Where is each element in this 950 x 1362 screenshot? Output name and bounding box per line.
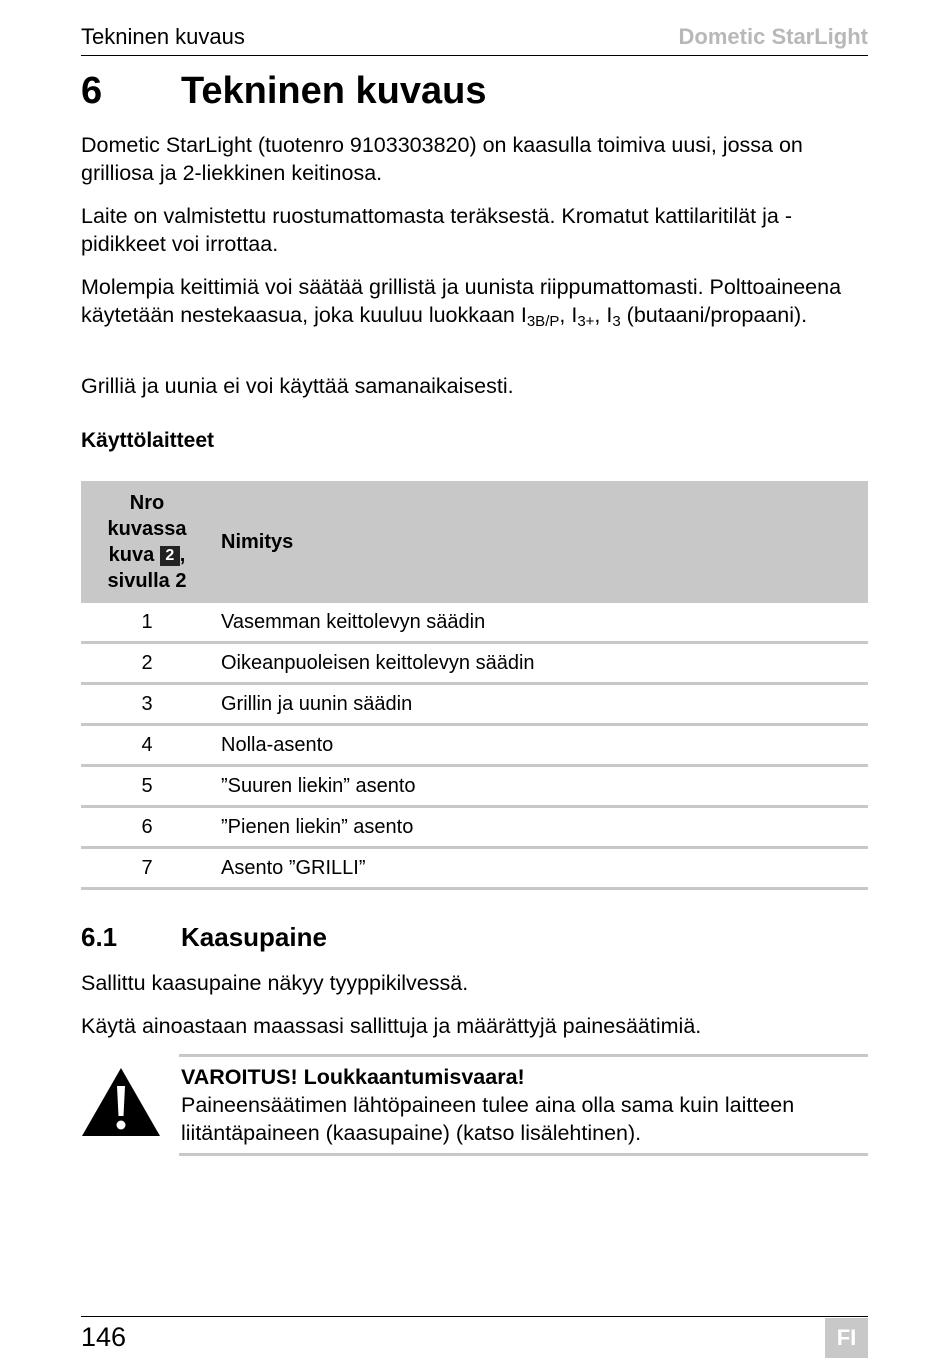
chapter-number: 6 [81, 70, 103, 112]
row-number: 1 [81, 603, 213, 643]
row-number: 6 [81, 807, 213, 848]
page-number: 146 [81, 1322, 127, 1352]
table-row [81, 643, 868, 684]
gas-category-sub: 3 [612, 313, 621, 330]
warning-box [181, 1063, 868, 1147]
gas-category-base: I [520, 303, 527, 327]
intro-paragraph: Dometic StarLight (tuotenro 9103303820) on kaasulla toimiva uusi, jossa on grilliosa ja 2-liekkinen keitinosa. [81, 133, 803, 185]
footer-rule [81, 1316, 868, 1317]
usage-note-paragraph: Grilliä ja uunia ei voi käyttää samanaikaisesti. [81, 374, 514, 398]
warning-triangle-icon [80, 1066, 162, 1143]
header-line: kuvassa [107, 518, 187, 540]
fuel-paragraph [81, 273, 868, 329]
fuel-text-start: Molempia keittimiä voi säätää grillistä ja uunista riippumattomasti. Polttoaineena käytetään nestekaasua, joka kuuluu luokkaan [81, 275, 842, 327]
gas-pressure-paragraph: Sallittu kaasupaine näkyy tyyppikilvessä. [81, 971, 469, 995]
row-name: ”Pienen liekin” asento [213, 807, 868, 848]
gas-category-sub: 3B/P [526, 313, 560, 330]
gas-category-sub: 3+ [577, 313, 595, 330]
figure-badge: 2 [160, 546, 180, 566]
controls-heading: Käyttölaitteet [81, 429, 215, 452]
fuel-text-end: (butaani/propaani). [620, 303, 808, 327]
header-line: kuva [108, 544, 155, 566]
header-line: Nro [129, 492, 165, 514]
section-title: Kaasupaine [181, 922, 327, 952]
row-number: 2 [81, 643, 213, 684]
row-number: 7 [81, 848, 213, 889]
row-name: Nolla-asento [213, 725, 868, 766]
row-name: Asento ”GRILLI” [213, 848, 868, 889]
warning-title: VAROITUS! Loukkaantumisvaara! [181, 1065, 525, 1089]
separator: , [559, 303, 572, 327]
row-name: Vasemman keittolevyn säädin [213, 603, 868, 643]
warning-bottom-rule [179, 1153, 868, 1156]
column-header-name: Nimitys [213, 481, 868, 603]
table-row [81, 725, 868, 766]
running-header-title: Tekninen kuvaus [81, 24, 245, 49]
separator: , [594, 303, 607, 327]
row-number: 5 [81, 766, 213, 807]
header-line: sivulla 2 [107, 570, 187, 592]
table-row [81, 603, 868, 643]
controls-table [81, 481, 868, 890]
column-header-number [81, 481, 213, 603]
gas-category-base: I [606, 303, 613, 327]
material-paragraph: Laite on valmistettu ruostumattomasta teräksestä. Kromatut kattilaritilät ja -pidikkeet voi irrottaa. [81, 204, 792, 256]
row-name: ”Suuren liekin” asento [213, 766, 868, 807]
row-name: Oikeanpuoleisen keittolevyn säädin [213, 643, 868, 684]
table-header-row [81, 481, 868, 603]
table-row [81, 848, 868, 889]
warning-text: Paineensäätimen lähtöpaineen tulee aina olla sama kuin laitteen liitäntäpaineen (kaasupaine) (katso lisälehtinen). [181, 1093, 795, 1145]
table-row [81, 807, 868, 848]
table-row [81, 684, 868, 725]
header-rule [81, 55, 868, 56]
running-header-product: Dometic StarLight [678, 24, 868, 49]
language-tab: FI [825, 1318, 868, 1358]
section-number: 6.1 [81, 922, 118, 952]
warning-top-rule [179, 1054, 868, 1057]
row-name: Grillin ja uunin säädin [213, 684, 868, 725]
row-number: 3 [81, 684, 213, 725]
row-number: 4 [81, 725, 213, 766]
regulator-paragraph: Käytä ainoastaan maassasi sallittuja ja määrättyjä painesäätimiä. [81, 1014, 702, 1038]
table-row [81, 766, 868, 807]
chapter-title: Tekninen kuvaus [181, 70, 487, 112]
header-line: , [179, 544, 186, 566]
gas-category-base: I [571, 303, 578, 327]
